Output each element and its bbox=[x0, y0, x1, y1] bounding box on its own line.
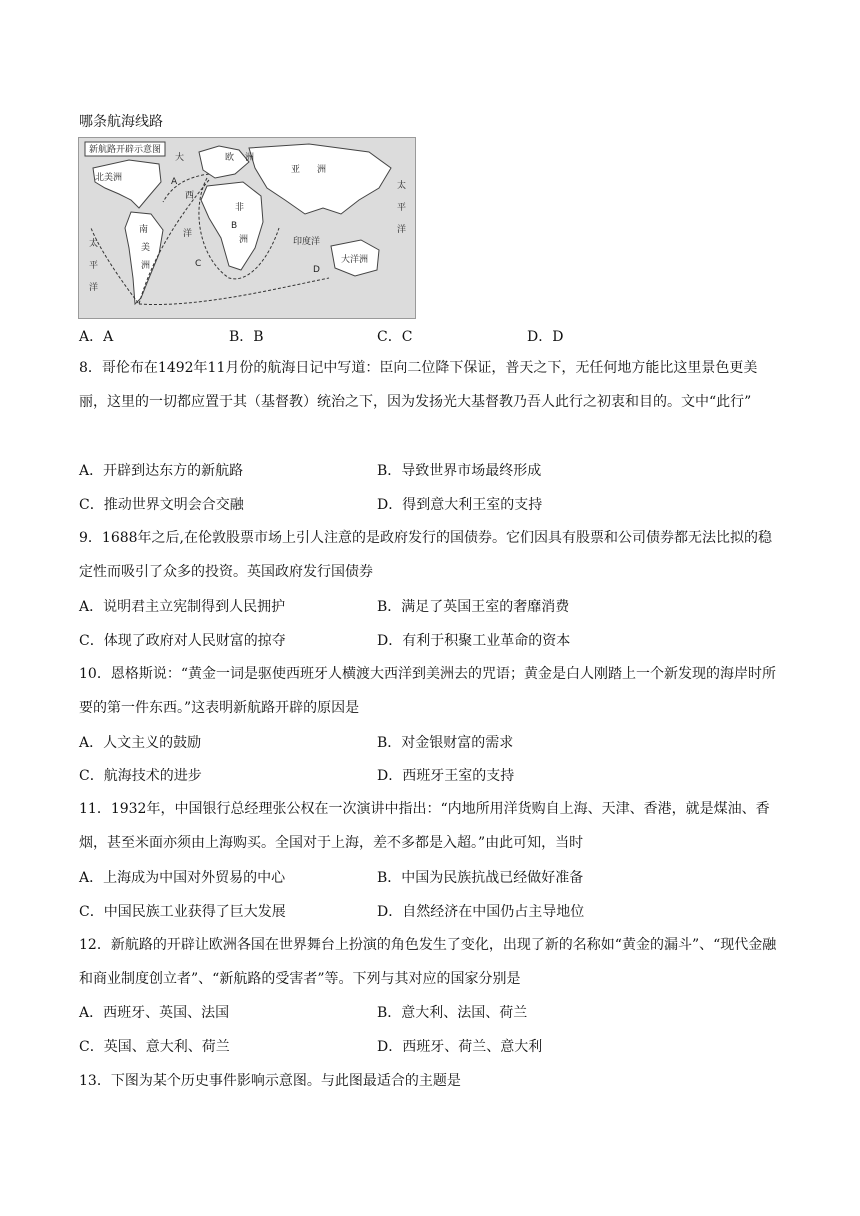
label-north-america: 北美洲 bbox=[95, 173, 123, 183]
label-mei: 美 bbox=[141, 243, 151, 253]
q10-option-c: C．航海技术的进步 bbox=[79, 768, 202, 784]
north-america-shape bbox=[93, 160, 161, 208]
label-zhou3: 洲 bbox=[239, 235, 249, 245]
label-zhou4: 洲 bbox=[141, 261, 151, 271]
q9-stem: 9．1688年之后,在伦敦股票市场上引人注意的是政府发行的国债券。它们因具有股票和公司债券都无法比拟的稳定性而吸引了众多的投资。英国政府发行国债券 bbox=[79, 530, 772, 580]
q8-stem: 8．哥伦布在1492年11月份的航海日记中写道：臣向二位降下保证，普天之下，无任何地方能比这里景色更美丽，这里的一切都应置于其（基督教）统治之下，因为发扬光大基督教乃吾人此行之初衷和目的。文中“此行” bbox=[79, 360, 758, 410]
q7-option-d: D．D bbox=[527, 329, 564, 345]
label-tai-right: 太 bbox=[397, 181, 407, 191]
q9-option-c: C．体现了政府对人民财富的掠夺 bbox=[79, 633, 286, 649]
q11-stem: 11．1932年，中国银行总经理张公权在一次演讲中指出：“内地所用洋货购自上海、天津、香港，就是煤油、香烟，甚至米面亦须由上海购买。全国对于上海，差不多都是入超。”由此可知，当时 bbox=[79, 801, 770, 851]
q10-option-a: A．人文主义的鼓励 bbox=[79, 735, 202, 751]
q12-option-c: C．英国、意大利、荷兰 bbox=[79, 1039, 230, 1055]
route-label-c: C bbox=[195, 259, 202, 269]
asia-shape bbox=[249, 144, 391, 214]
q8-option-c: C．推动世界文明会合交融 bbox=[79, 497, 244, 513]
q12-option-a: A．西班牙、英国、法国 bbox=[79, 1005, 230, 1021]
route-label-a: A bbox=[171, 177, 178, 187]
label-ping-left: 平 bbox=[89, 261, 99, 271]
q7-option-b: B．B bbox=[229, 329, 264, 345]
label-da1: 大 bbox=[175, 153, 185, 163]
map-title: 新航路开辟示意图 bbox=[89, 145, 162, 155]
q7-stem-tail: 哪条航海线路 bbox=[79, 114, 163, 130]
label-yang-right: 洋 bbox=[397, 225, 407, 235]
label-indian-ocean: 印度洋 bbox=[293, 237, 321, 247]
label-tai-left: 太 bbox=[89, 239, 99, 249]
label-yang-left: 洋 bbox=[89, 283, 99, 293]
q12-option-b: B．意大利、法国、荷兰 bbox=[377, 1005, 528, 1021]
route-label-b: B bbox=[231, 221, 238, 231]
q11-option-b: B．中国为民族抗战已经做好准备 bbox=[377, 870, 584, 886]
q9-option-b: B．满足了英国王室的奢靡消费 bbox=[377, 599, 570, 615]
q7-option-c: C．C bbox=[377, 329, 413, 345]
label-zhou1: 洲 bbox=[245, 153, 255, 163]
q11-option-a: A．上海成为中国对外贸易的中心 bbox=[79, 870, 286, 886]
q12-stem: 12．新航路的开辟让欧洲各国在世界舞台上扮演的角色发生了变化，出现了新的名称如“黄金的漏斗”、“现代金融和商业制度创立者”、“新航路的受害者”等。下列与其对应的国家分别是 bbox=[79, 937, 777, 987]
label-ya: 亚 bbox=[291, 165, 301, 175]
q10-option-d: D．西班牙王室的支持 bbox=[377, 768, 515, 784]
q12-option-d: D．西班牙、荷兰、意大利 bbox=[377, 1039, 543, 1055]
label-zhou2: 洲 bbox=[317, 165, 327, 175]
label-xi: 西 bbox=[185, 191, 195, 201]
label-ou: 欧 bbox=[225, 153, 235, 163]
q8-option-b: B．导致世界市场最终形成 bbox=[377, 463, 542, 479]
q9-option-d: D．有利于积聚工业革命的资本 bbox=[377, 633, 571, 649]
q8-option-a: A．开辟到达东方的新航路 bbox=[79, 463, 244, 479]
q11-option-d: D．自然经济在中国仍占主导地位 bbox=[377, 904, 585, 920]
label-ping-right: 平 bbox=[397, 203, 407, 213]
route-label-d: D bbox=[313, 265, 320, 275]
label-yang1: 洋 bbox=[183, 229, 193, 239]
new-sea-routes-map bbox=[78, 137, 416, 319]
q8-option-d: D．得到意大利王室的支持 bbox=[377, 497, 543, 513]
q10-stem: 10．恩格斯说：“黄金一词是驱使西班牙人横渡大西洋到美洲去的咒语；黄金是白人刚踏上一个新发现的海岸时所要的第一件东西。”这表明新航路开辟的原因是 bbox=[79, 666, 776, 716]
label-fei: 非 bbox=[235, 203, 245, 213]
q13-stem: 13．下图为某个历史事件影响示意图。与此图最适合的主题是 bbox=[79, 1073, 461, 1089]
route-d-line bbox=[139, 278, 329, 305]
label-oceania: 大洋洲 bbox=[341, 255, 369, 265]
q10-option-b: B．对金银财富的需求 bbox=[377, 735, 514, 751]
map-graphic bbox=[79, 138, 415, 318]
label-nan: 南 bbox=[139, 225, 149, 235]
q11-option-c: C．中国民族工业获得了巨大发展 bbox=[79, 904, 286, 920]
q9-option-a: A．说明君主立宪制得到人民拥护 bbox=[79, 599, 286, 615]
europe-shape bbox=[199, 146, 249, 178]
q7-option-a: A．A bbox=[79, 329, 114, 345]
